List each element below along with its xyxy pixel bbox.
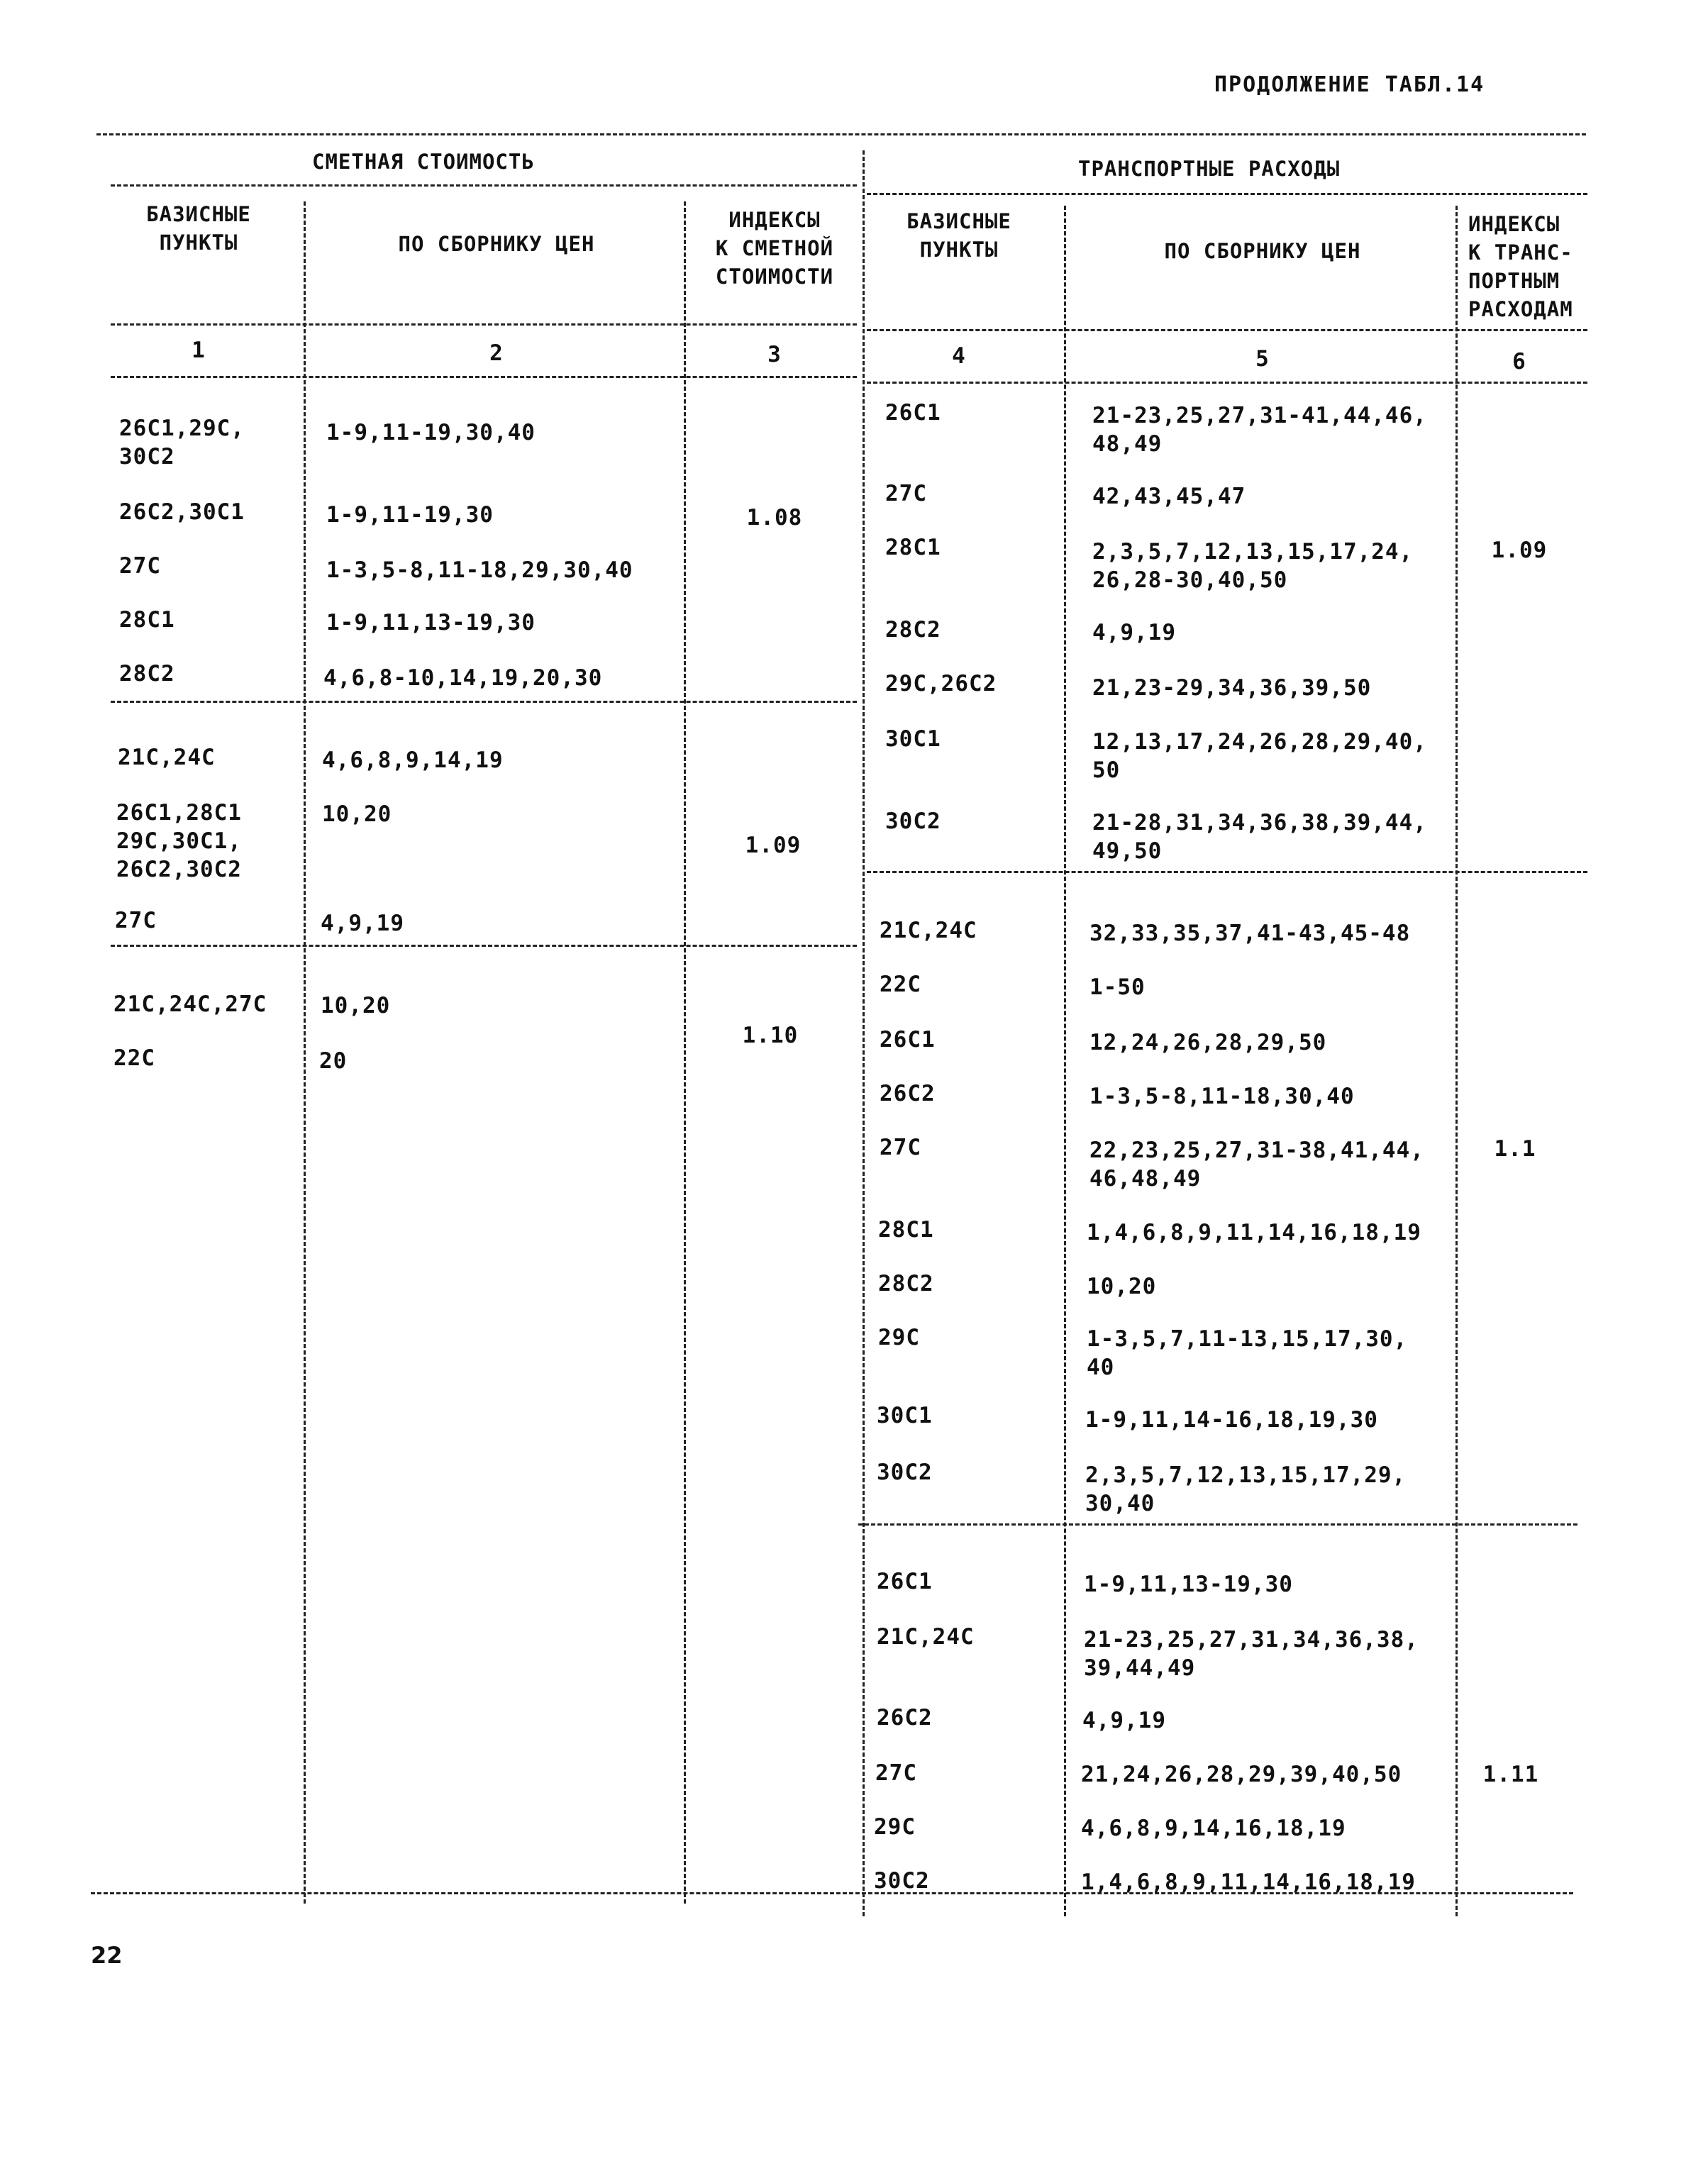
right-items-cell: 1,4,6,8,9,11,14,16,18,19 [1081,1870,1416,1895]
left-items-cell: 1-9,11-19,30 [326,502,494,528]
right-points-cell: 30С2 [877,1460,933,1485]
right-items-cell: 1-50 [1089,974,1146,1000]
right-items-cell: 1-3,5,7,11-13,15,17,30, 40 [1087,1326,1408,1380]
right-items-cell: 1-9,11,13-19,30 [1084,1572,1293,1597]
right-points-cell: 28С1 [885,535,941,560]
right-points-cell: 28С2 [878,1271,934,1296]
right-points-cell: 26С1 [880,1027,936,1052]
right-items-cell: 4,6,8,9,14,16,18,19 [1081,1816,1346,1841]
left-points-cell: 28С2 [119,661,175,687]
col-header-price-collection-left: ПО СБОРНИКУ ЦЕН [398,232,595,256]
rule-col-header-left [111,323,857,326]
left-points-cell: 21С,24С,27С [113,991,267,1017]
right-points-cell: 27С [885,481,927,506]
right-points-cell: 28С1 [878,1217,934,1243]
divider-col1-col2 [304,201,306,1904]
left-items-cell: 4,9,19 [321,911,404,936]
right-index-cell: 1.1 [1494,1136,1536,1162]
right-items-cell: 4,9,19 [1092,620,1176,645]
left-items-cell: 1-9,11-19,30,40 [326,420,536,445]
right-items-cell: 21-23,25,27,31-41,44,46, 48,49 [1092,403,1427,457]
right-items-cell: 1-3,5-8,11-18,30,40 [1089,1084,1355,1109]
left-items-cell: 20 [319,1048,348,1074]
rule-group-header-left [111,184,857,187]
right-points-cell: 26С2 [877,1705,933,1731]
rule-left-group1 [111,701,857,703]
rule-right-group1 [867,871,1587,873]
right-points-cell: 29С,26С2 [885,671,997,696]
right-points-cell: 21С,24С [877,1624,975,1650]
rule-group-header-right [867,193,1587,195]
left-index-cell: 1.09 [745,833,802,858]
divider-col3-col4 [863,150,865,1916]
right-points-cell: 21С,24С [880,918,977,943]
right-points-cell: 26С2 [880,1081,936,1106]
rule-numbers-left [111,376,857,378]
right-items-cell: 22,23,25,27,31-38,41,44, 46,48,49 [1089,1138,1424,1192]
right-points-cell: 30С2 [885,809,941,834]
continuation-label: ПРОДОЛЖЕНИЕ ТАБЛ.14 [1214,72,1485,97]
col-header-index-estimate: ИНДЕКСЫ К СМЕТНОЙ СТОИМОСТИ [715,208,834,289]
right-points-cell: 27С [880,1135,921,1160]
rule-right-group2 [858,1523,1577,1526]
right-points-cell: 30С1 [885,726,941,752]
divider-col2-col3 [684,201,686,1904]
col-number-6: 6 [1512,349,1526,374]
left-points-cell: 22С [113,1045,155,1071]
divider-col4-col5 [1064,206,1066,1916]
left-points-cell: 27С [115,908,157,933]
col-number-3: 3 [767,342,782,367]
col-header-basis-points-left: БАЗИСНЫЕ ПУНКТЫ [146,202,251,255]
left-items-cell: 1-9,11,13-19,30 [326,610,536,635]
col-header-price-collection-right: ПО СБОРНИКУ ЦЕН [1164,239,1361,263]
right-items-cell: 21,24,26,28,29,39,40,50 [1081,1762,1402,1787]
left-index-cell: 1.08 [746,505,803,531]
rule-col-header-right [867,329,1587,331]
right-points-cell: 28С2 [885,617,941,643]
right-items-cell: 4,9,19 [1082,1708,1166,1733]
right-points-cell: 29С [878,1325,920,1350]
left-items-cell: 4,6,8,9,14,19 [322,748,504,773]
right-items-cell: 21,23-29,34,36,39,50 [1092,675,1372,701]
page-number: 22 [91,1942,123,1969]
right-points-cell: 30С2 [874,1868,930,1894]
col-header-index-transport: ИНДЕКСЫ К ТРАНС- ПОРТНЫМ РАСХОДАМ [1468,212,1573,321]
col-number-1: 1 [192,338,206,363]
col-header-basis-points-right: БАЗИСНЫЕ ПУНКТЫ [906,209,1011,262]
left-points-cell: 27С [119,553,161,579]
left-points-cell: 26С2,30С1 [119,499,245,525]
right-items-cell: 12,13,17,24,26,28,29,40, 50 [1092,729,1427,783]
right-points-cell: 22С [880,972,921,997]
right-points-cell: 27С [875,1760,917,1786]
left-items-cell: 4,6,8-10,14,19,20,30 [323,665,603,691]
right-items-cell: 21-23,25,27,31,34,36,38, 39,44,49 [1084,1627,1419,1681]
right-points-cell: 29С [874,1814,916,1840]
right-points-cell: 26С1 [885,400,941,426]
right-items-cell: 12,24,26,28,29,50 [1089,1030,1327,1055]
group-header-estimate: СМЕТНАЯ СТОИМОСТЬ [312,150,535,174]
right-items-cell: 42,43,45,47 [1092,484,1246,509]
right-items-cell: 1-9,11,14-16,18,19,30 [1085,1407,1378,1433]
rule-numbers-right [867,382,1587,384]
left-items-cell: 1-3,5-8,11-18,29,30,40 [326,557,633,583]
rule-top [96,133,1586,135]
right-items-cell: 32,33,35,37,41-43,45-48 [1089,921,1411,946]
right-items-cell: 2,3,5,7,12,13,15,17,29, 30,40 [1085,1462,1407,1516]
left-items-cell: 10,20 [322,801,392,827]
right-index-cell: 1.09 [1491,538,1548,563]
right-points-cell: 30С1 [877,1403,933,1428]
right-items-cell: 1,4,6,8,9,11,14,16,18,19 [1087,1220,1421,1245]
col-number-5: 5 [1255,346,1270,372]
left-items-cell: 10,20 [321,993,391,1018]
right-items-cell: 10,20 [1087,1274,1157,1299]
left-points-cell: 28С1 [119,607,175,633]
left-points-cell: 26С1,28С1 29С,30С1, 26С2,30С2 [116,800,242,882]
rule-left-group2 [111,945,857,947]
col-number-2: 2 [489,340,504,366]
left-index-cell: 1.10 [742,1023,799,1048]
col-number-4: 4 [952,343,966,369]
right-items-cell: 21-28,31,34,36,38,39,44, 49,50 [1092,810,1427,864]
left-points-cell: 26С1,29С, 30С2 [119,416,245,470]
group-header-transport: ТРАНСПОРТНЫЕ РАСХОДЫ [1078,157,1341,181]
left-points-cell: 21С,24С [118,745,216,770]
divider-col5-col6 [1455,206,1458,1916]
right-items-cell: 2,3,5,7,12,13,15,17,24, 26,28-30,40,50 [1092,539,1414,593]
right-index-cell: 1.11 [1482,1762,1539,1787]
right-points-cell: 26С1 [877,1569,933,1594]
